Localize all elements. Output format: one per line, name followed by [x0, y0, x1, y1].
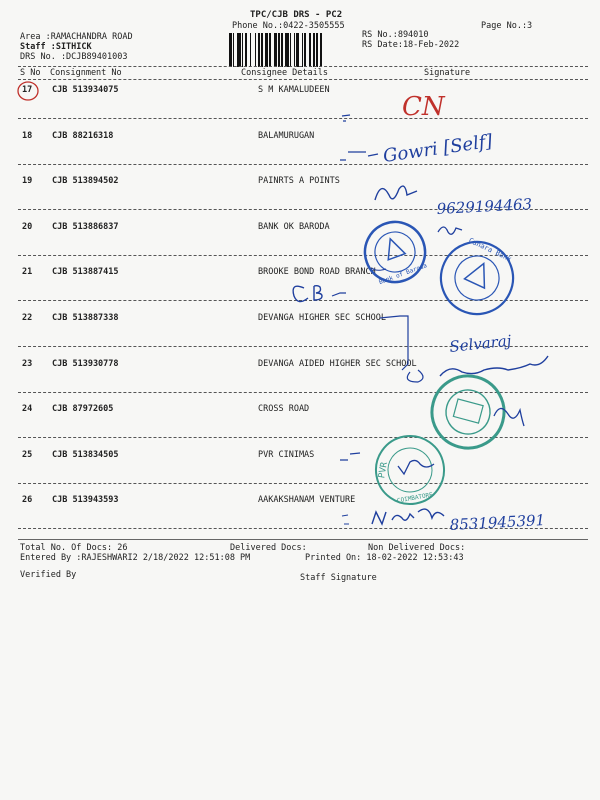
row-sno: 26	[22, 495, 33, 505]
canara-bank-stamp	[429, 230, 525, 326]
svg-text:Bank of Baroda: Bank of Baroda	[378, 262, 428, 287]
row-divider	[18, 392, 588, 393]
delivered-docs: Delivered Docs:	[230, 543, 307, 553]
coimbatore-stamp	[424, 368, 512, 456]
column-header-consignment: Consignment No	[50, 68, 122, 78]
row-consignment-no: CJB 513887415	[52, 267, 119, 277]
non-delivered-docs: Non Delivered Docs:	[368, 543, 466, 553]
row-sno: 23	[22, 359, 33, 369]
column-header-consignee: Consignee Details	[241, 68, 328, 78]
bank-of-baroda-stamp	[357, 214, 434, 291]
row-divider	[18, 346, 588, 347]
svg-text:COIMBATORE: COIMBATORE	[396, 491, 434, 505]
row-consignee: S M KAMALUDEEN	[258, 85, 330, 95]
row-divider	[18, 437, 588, 438]
row-consignee: CROSS ROAD	[258, 404, 310, 414]
barcode	[229, 33, 353, 67]
handwritten-cn: CN	[402, 92, 445, 122]
row-consignment-no: CJB 87972605	[52, 404, 114, 414]
row-consignment-no: CJB 513886837	[52, 222, 119, 232]
pvr-stamp	[371, 431, 450, 510]
column-header-signature: Signature	[424, 68, 471, 78]
entered-by: Entered By :RAJESHWARI2 2/18/2022 12:51:08 PM	[20, 553, 251, 563]
row-consignee: BANK OK BARODA	[258, 222, 330, 232]
page-number: Page No.:3	[481, 21, 533, 31]
handwritten-phone-row19: 9629194463	[436, 195, 533, 218]
row-sno: 22	[22, 313, 33, 323]
row-sno: 19	[22, 176, 33, 186]
row-consignment-no: CJB 513943593	[52, 495, 119, 505]
barcode-bar	[322, 33, 323, 67]
row-divider	[18, 209, 588, 210]
staff-signature: Staff Signature	[300, 573, 377, 583]
row-consignment-no: CJB 513887338	[52, 313, 119, 323]
row-sno: 20	[22, 222, 33, 232]
divider	[18, 66, 588, 67]
total-docs: Total No. Of Docs: 26	[20, 543, 128, 553]
row-consignment-no: CJB 513930778	[52, 359, 119, 369]
row-divider	[18, 255, 588, 256]
row-divider	[18, 483, 588, 484]
handwritten-selvaraj: Selvaraj	[448, 331, 513, 356]
svg-text:PVR: PVR	[377, 461, 390, 480]
rs-date: RS Date:18-Feb-2022	[362, 40, 460, 50]
handwritten-gowri-self: Gowri [Self]	[381, 130, 494, 167]
phone-number: Phone No.:0422-3505555	[232, 21, 345, 31]
row-consignee: DEVANGA HIGHER SEC SCHOOL	[258, 313, 386, 323]
row-consignment-no: CJB 513894502	[52, 176, 119, 186]
row-consignee: AAKAKSHANAM VENTURE	[258, 495, 356, 505]
row-consignee: DEVANGA AIDED HIGHER SEC SCHOOL	[258, 359, 417, 369]
verified-by: Verified By	[20, 570, 77, 580]
row-divider	[18, 300, 588, 301]
drs-number: DRS No. :DCJB89401003	[20, 52, 128, 62]
handwritten-phone-row26: 8531945391	[449, 511, 546, 534]
row-consignee: PVR CINIMAS	[258, 450, 315, 460]
row-consignee: BROOKE BOND ROAD BRANCH	[258, 267, 376, 277]
row-consignment-no: CJB 513934075	[52, 85, 119, 95]
row-divider	[18, 164, 588, 165]
row-consignee: BALAMURUGAN	[258, 131, 315, 141]
svg-text:Canara Bank: Canara Bank	[467, 236, 513, 264]
row-sno: 18	[22, 131, 33, 141]
row-sno: 24	[22, 404, 33, 414]
row-consignee: PAINRTS A POINTS	[258, 176, 340, 186]
row-divider	[18, 528, 588, 529]
row-sno: 25	[22, 450, 33, 460]
row-consignment-no: CJB 513834505	[52, 450, 119, 460]
area-field: Area :RAMACHANDRA ROAD	[20, 32, 133, 42]
row-sno: 21	[22, 267, 33, 277]
divider	[18, 79, 588, 80]
row-sno: 17	[22, 85, 33, 95]
divider	[18, 539, 588, 540]
staff-field: Staff :SITHICK	[20, 42, 92, 52]
document-title: TPC/CJB DRS - PC2	[250, 10, 343, 20]
row-consignment-no: CJB 88216318	[52, 131, 114, 141]
column-header-sno: S No	[20, 68, 41, 78]
rs-number: RS No.:894010	[362, 30, 429, 40]
printed-on: Printed On: 18-02-2022 12:53:43	[305, 553, 464, 563]
row-divider	[18, 118, 588, 119]
